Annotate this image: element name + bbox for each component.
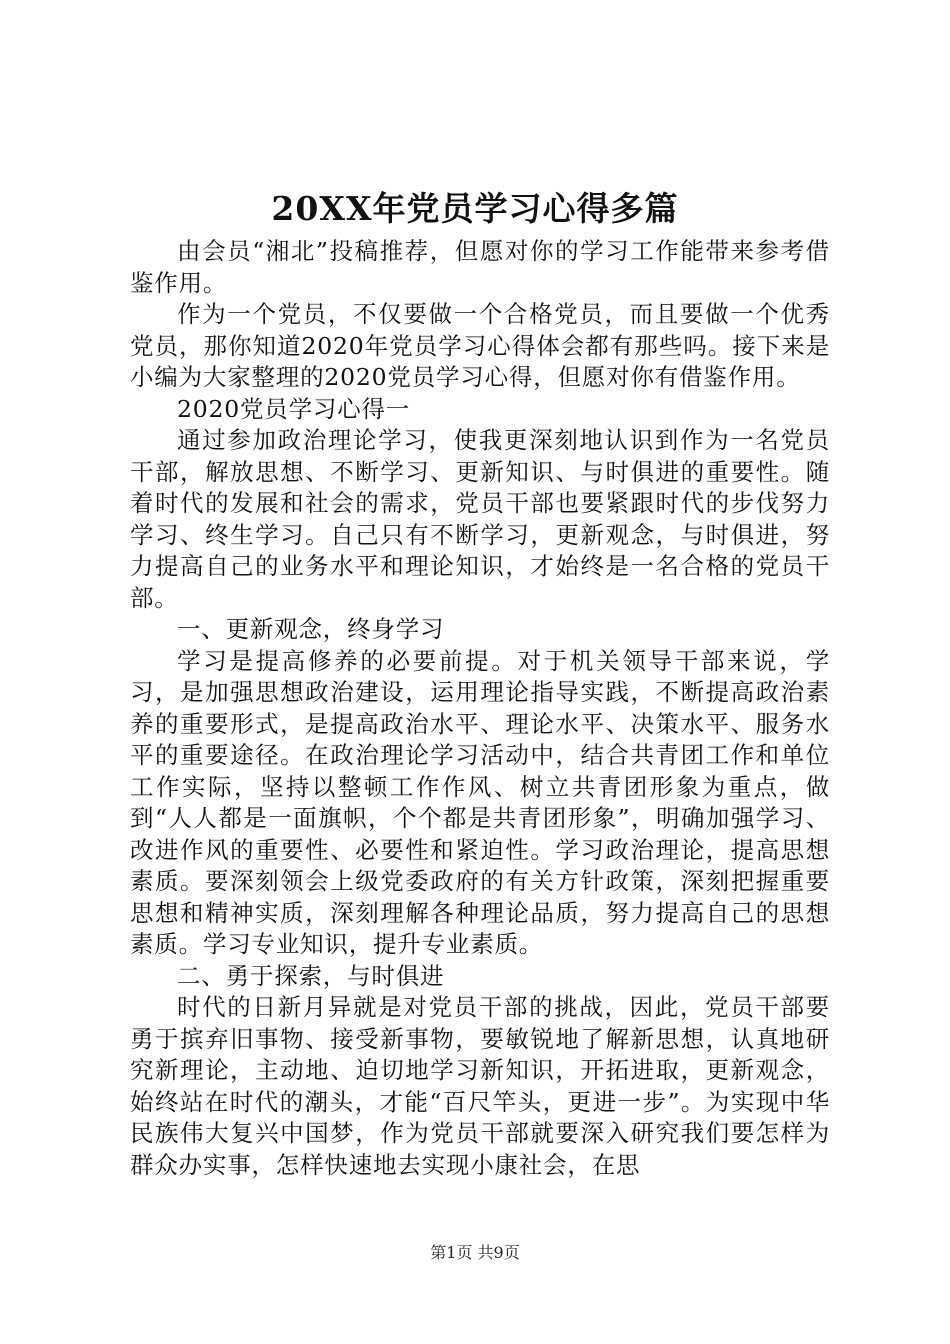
section-heading: 2020党员学习心得一 [177, 394, 411, 423]
intro-paragraph-2: 作为一个党员，不仅要做一个合格党员，而且要做一个优秀党员，那你知道2020年党员学习心得体会都有那些吗。接下来是小编为大家整理的2020党员学习心得，但愿对你有借鉴作用。 [130, 300, 830, 391]
subsection-1-heading: 一、更新观念，终身学习 [177, 615, 445, 643]
document-title: 20XX年党员学习心得多篇 [271, 189, 679, 228]
document-body [130, 236, 830, 1181]
section-intro-paragraph: 通过参加政治理论学习，使我更深刻地认识到作为一名党员干部，解放思想、不断学习、更新知识、与时俱进的重要性。随着时代的发展和社会的需求，党员干部也要紧跟时代的步伐努力学习、终生学习。自己只有不断学习，更新观念，与时俱进，努力提高自己的业务水平和理论知识，才始终是一名合格的党员干部。 [130, 426, 830, 612]
subsection-2-paragraph: 时代的日新月异就是对党员干部的挑战，因此，党员干部要勇于摈弃旧事物、接受新事物，要敏锐地了解新思想，认真地研究新理论，主动地、迫切地学习新知识，开拓进取，更新观念，始终站在时代的潮头，才能“百尺竿头，更进一步”。为实现中华民族伟大复兴中国梦，作为党员干部就要深入研究我们要怎样为群众办实事，怎样快速地去实现小康社会，在思 [130, 993, 830, 1179]
subsection-1-paragraph: 学习是提高修养的必要前提。对于机关领导干部来说，学习，是加强思想政治建设，运用理论指导实践，不断提高政治素养的重要形式，是提高政治水平、理论水平、决策水平、服务水平的重要途径。在政治理论学习活动中，结合共青团工作和单位工作实际，坚持以整顿工作作风、树立共青团形象为重点，做到“人人都是一面旗帜，个个都是共青团形象”，明确加强学习、改进作风的重要性、必要性和紧迫性。学习政治理论，提高思想素质。要深刻领会上级党委政府的有关方针政策，深刻把握重要思想和精神实质，深刻理解各种理论品质，努力提高自己的思想素质。学习专业知识，提升专业素质。 [130, 646, 830, 958]
intro-paragraph-1: 由会员“湘北”投稿推荐，但愿对你的学习工作能带来参考借鉴作用。 [130, 237, 830, 297]
subsection-2-heading: 二、勇于探索，与时俱进 [177, 961, 445, 990]
page-footer: 第1页 共9页 [430, 1243, 520, 1262]
